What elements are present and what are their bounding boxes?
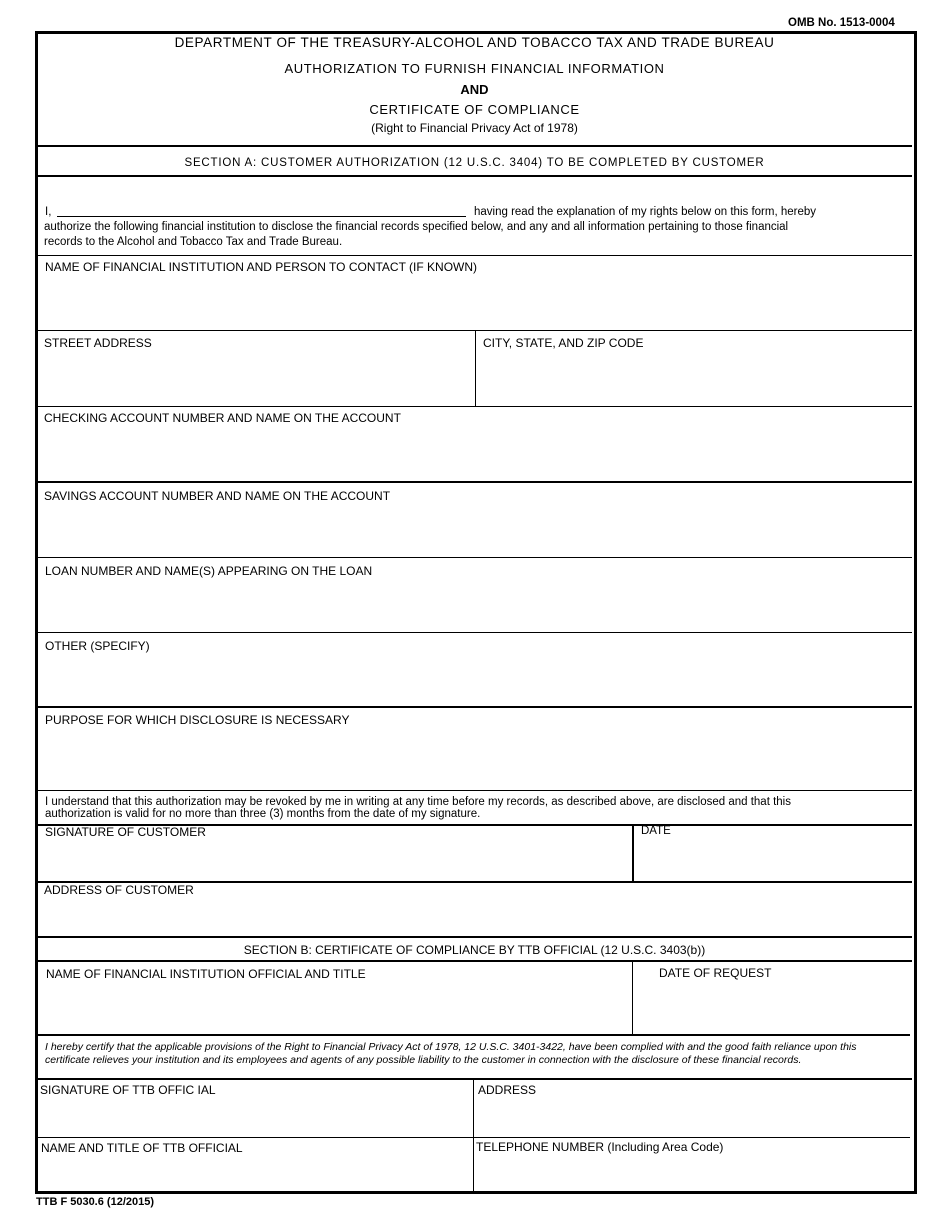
divider [36, 330, 912, 331]
divider [36, 406, 912, 407]
divider [36, 790, 912, 791]
savings-account-input[interactable] [44, 509, 898, 551]
divider [36, 1137, 910, 1138]
divider [36, 255, 912, 256]
other-label: OTHER (SPECIFY) [45, 639, 150, 653]
street-address-input[interactable] [44, 356, 468, 398]
divider [36, 1078, 912, 1080]
official-name-input[interactable] [46, 987, 625, 1029]
ttb-official-name-input[interactable] [41, 1159, 470, 1187]
form-title-and: AND [460, 82, 489, 97]
customer-address-label: ADDRESS OF CUSTOMER [44, 883, 194, 897]
customer-name-underline [57, 216, 466, 217]
divider [632, 824, 634, 882]
ttb-address-label: ADDRESS [478, 1083, 537, 1097]
section-a-title: SECTION A: CUSTOMER AUTHORIZATION (12 U.S.C. 3404) TO BE COMPLETED BY CUSTOMER [184, 157, 765, 169]
customer-name-input[interactable] [58, 201, 470, 217]
city-state-zip-input[interactable] [483, 356, 902, 398]
auth-text-line2: authorize the following financial institution to disclose the financial records specified below, and any and all information pertaining to those financial [44, 221, 789, 233]
checking-account-input[interactable] [44, 431, 898, 473]
date-of-request-label: DATE OF REQUEST [659, 966, 772, 980]
auth-text-line3: records to the Alcohol and Tobacco Tax and Trade Bureau. [44, 236, 343, 248]
institution-label: NAME OF FINANCIAL INSTITUTION AND PERSON TO CONTACT (IF KNOWN) [45, 260, 478, 274]
purpose-input[interactable] [45, 733, 899, 783]
form-subtitle: CERTIFICATE OF COMPLIANCE [369, 102, 580, 117]
auth-prefix: I, [45, 206, 52, 218]
customer-date-input[interactable] [641, 843, 905, 877]
ttb-signature-input[interactable] [40, 1101, 469, 1133]
customer-date-label: DATE [641, 825, 671, 837]
date-of-request-input[interactable] [659, 987, 903, 1029]
omb-number: OMB No. 1513-0004 [788, 17, 895, 29]
divider [36, 936, 912, 938]
privacy-act-reference: (Right to Financial Privacy Act of 1978) [371, 121, 578, 135]
official-name-label: NAME OF FINANCIAL INSTITUTION OFFICIAL AND TITLE [46, 967, 366, 981]
checking-account-label: CHECKING ACCOUNT NUMBER AND NAME ON THE ACCOUNT [44, 411, 401, 425]
divider [36, 175, 912, 177]
savings-account-label: SAVINGS ACCOUNT NUMBER AND NAME ON THE ACCOUNT [44, 489, 391, 503]
telephone-label: TELEPHONE NUMBER (Including Area Code) [476, 1140, 724, 1154]
certification-line2: certificate relieves your institution and its employees and agents of any possible liability to the customer in connection with the disclosure of these financial records. [45, 1054, 802, 1066]
divider [36, 145, 912, 147]
loan-label: LOAN NUMBER AND NAME(S) APPEARING ON THE LOAN [45, 564, 373, 578]
city-state-zip-label: CITY, STATE, AND ZIP CODE [483, 336, 644, 350]
divider [36, 960, 912, 962]
auth-text-line1: having read the explanation of my rights below on this form, hereby [474, 206, 816, 218]
ttb-address-input[interactable] [478, 1101, 902, 1133]
divider [36, 1034, 910, 1036]
revocation-line2: authorization is valid for no more than three (3) months from the date of my signature. [45, 808, 481, 820]
institution-input[interactable] [45, 280, 899, 322]
divider [36, 557, 912, 558]
street-address-label: STREET ADDRESS [44, 336, 152, 350]
other-input[interactable] [45, 659, 899, 701]
revocation-line1: I understand that this authorization may be revoked by me in writing at any time before my records, as described above, are disclosed and that this [45, 796, 791, 808]
customer-address-input[interactable] [44, 901, 898, 933]
divider [473, 1079, 474, 1191]
ttb-official-name-label: NAME AND TITLE OF TTB OFFICIAL [41, 1141, 243, 1155]
agency-title: DEPARTMENT OF THE TREASURY-ALCOHOL AND TOBACCO TAX AND TRADE BUREAU [174, 35, 775, 50]
loan-input[interactable] [45, 584, 899, 626]
customer-signature-label: SIGNATURE OF CUSTOMER [45, 825, 206, 839]
purpose-label: PURPOSE FOR WHICH DISCLOSURE IS NECESSARY [45, 713, 350, 727]
ttb-signature-label: SIGNATURE OF TTB OFFIC IAL [40, 1083, 216, 1097]
divider [36, 632, 912, 633]
divider [475, 330, 476, 406]
form-number: TTB F 5030.6 (12/2015) [36, 1196, 155, 1208]
form-title: AUTHORIZATION TO FURNISH FINANCIAL INFORMATION [284, 61, 665, 76]
customer-signature-input[interactable] [45, 843, 629, 877]
section-b-title: SECTION B: CERTIFICATE OF COMPLIANCE BY TTB OFFICIAL (12 U.S.C. 3403(b)) [243, 943, 706, 957]
divider [36, 706, 912, 708]
certification-line1: I hereby certify that the applicable provisions of the Right to Financial Privacy Act of 1978, 12 U.S.C. 3401-3422, have been complied with and the good faith reliance upon this [45, 1041, 857, 1053]
telephone-input[interactable] [476, 1159, 900, 1187]
divider [632, 961, 633, 1034]
divider [36, 481, 912, 483]
